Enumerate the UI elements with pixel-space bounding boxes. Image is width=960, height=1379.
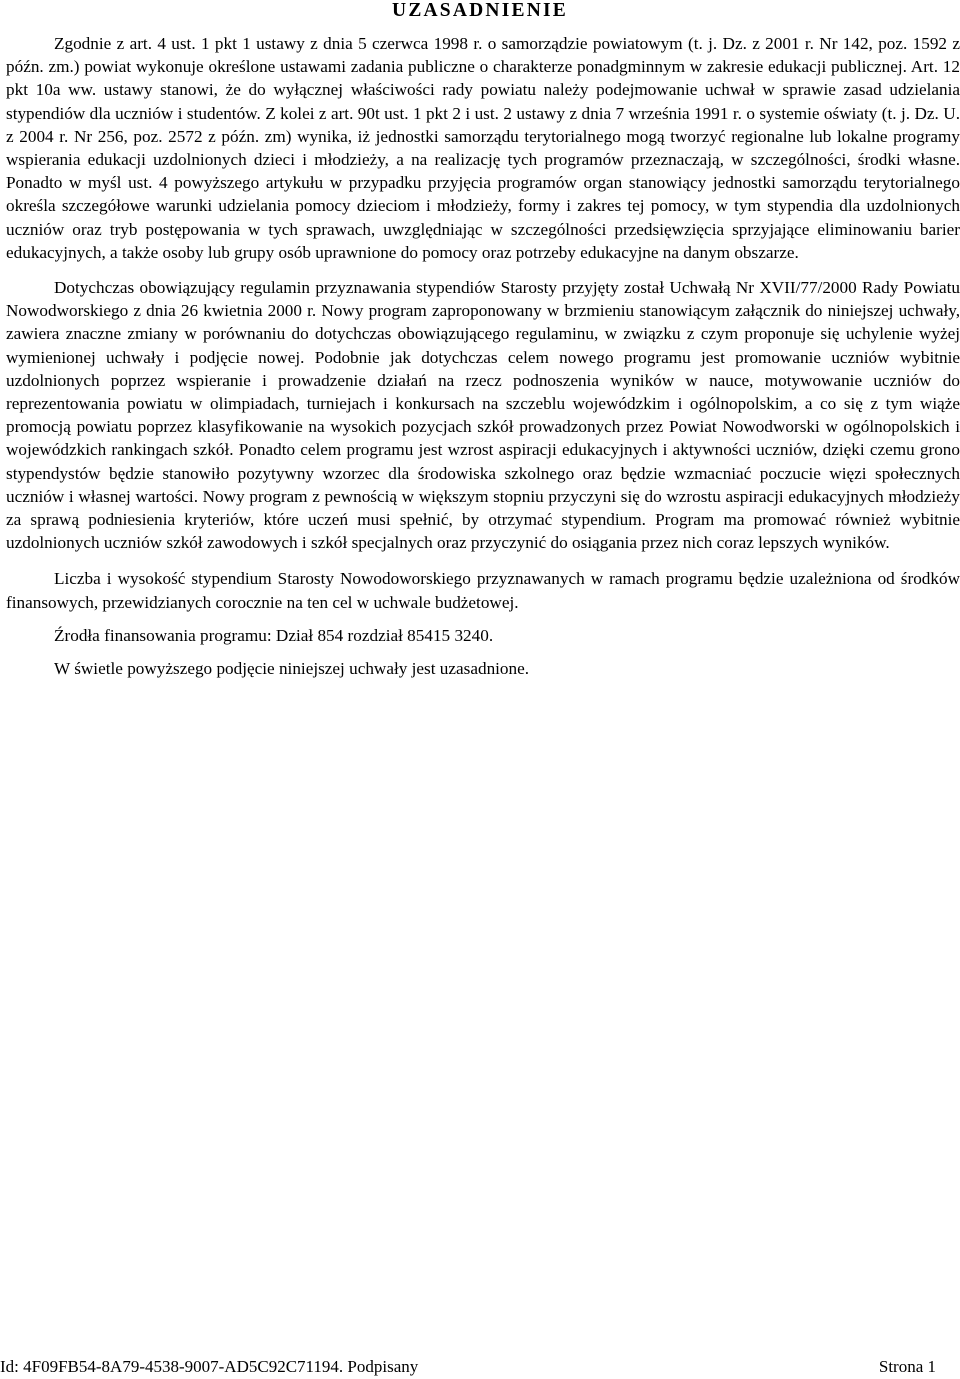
document-id: Id: 4F09FB54-8A79-4538-9007-AD5C92C71194. Podpisany bbox=[0, 1357, 419, 1376]
paragraph-funding-source: Źrodła finansowania programu: Dział 854 rozdział 85415 3240. bbox=[54, 625, 494, 645]
document-body bbox=[6, 32, 960, 680]
page-number: Strona 1 bbox=[878, 1357, 936, 1376]
paragraph-legal-basis: Zgodnie z art. 4 ust. 1 pkt 1 ustawy z dnia 5 czerwca 1998 r. o samorządzie powiatowym (t. j. Dz. z 2001 r. Nr 142, poz. 1592 z późn. zm.) powiat wykonuje określone ustawami zadania publiczne o charakterze ponadgminnym w zakresie edukacji publicznej. Art. 12 pkt 10a ww. ustawy stanowi, że do wyłącznej właściwości rady powiatu należy podejmowanie uchwał w sprawie zasad udzielania stypendiów dla uczniów i studentów. Z kolei z art. 90t ust. 1 pkt 2 i ust. 2 ustawy z dnia 7 września 1991 r. o systemie oświaty (t. j. Dz. U. z 2004 r. Nr 256, poz. 2572 z późn. zm) wynika, iż jednostki samorządu terytorialnego mogą tworzyć regionalne lub lokalne programy wspierania edukacji uzdolnionych dzieci i młodzieży, a na realizację tych programów przeznaczają, w szczególności, środki własne. Ponadto w myśl ust. 4 powyższego artykułu w przypadku przyjęcia programów organ stanowiący jednostki samorządu terytorialnego określa szczegółowe warunki udzielania pomocy dzieciom i młodzieży, formy i zakres tej pomocy, w tym stypendia dla uzdolnionych uczniów oraz tryb postępowania w tych sprawach, uwzględniając w szczególności przedsięwzięcia sprzyjające eliminowaniu barier edukacyjnych, a także osoby lub grupy osób uprawnione do pomocy oraz potrzeby edukacyjne na danym obszarze. bbox=[6, 34, 960, 262]
document-title: UZASADNIENIE bbox=[392, 0, 568, 21]
paragraph-scholarship-amount: Liczba i wysokość stypendium Starosty Nowodoworskiego przyznawanych w ramach programu będzie uzależniona od środków finansowych, przewidzianych corocznie na ten cel w uchwale budżetowej. bbox=[6, 569, 960, 612]
paragraph-program-description: Dotychczas obowiązujący regulamin przyznawania stypendiów Starosty przyjęty został Uchwałą Nr XVII/77/2000 Rady Powiatu Nowodworskiego z dnia 26 kwietnia 2000 r. Nowy program zaproponowany w brzmieniu stanowiącym załącznik do niniejszej uchwały, zawiera znaczne zmiany w porównaniu do dotychczas obowiązującego regulaminu, w związku z czym proponuje się uchylenie wyżej wymienionej uchwały i podjęcie nowej. Podobnie jak dotychczas celem nowego programu jest promowanie uczniów wybitnie uzdolnionych poprzez wspieranie i prowadzenie działań na rzecz podnoszenia wyników w nauce, motywowanie uczniów do reprezentowania powiatu w olimpiadach, turniejach i konkursach na szczeblu wojewódzkim i ogólnopolskim, a co się z tym wiąże promocją powiatu poprzez klasyfikowanie na wysokich pozycjach szkół prowadzonych przez Powiat Nowodworski w ogólnopolskich i wojewódzkich rankingach szkół. Ponadto celem programu jest wzrost aspiracji edukacyjnych i aktywności uczniów, dzięki czemu grono stypendystów będzie stanowiło pozytywny wzorzec dla środowiska szkolnego oraz będzie wzmacniać poczucie więzi społecznych uczniów i własnej wartości. Nowy program z pewnością w większym stopniu przyczyni się do wzrostu aspiracji edukacyjnych młodzieży za sprawą podniesienia kryteriów, które uczeń musi spełnić, by otrzymać stypendium. Program ma promować również wybitnie uzdolnionych uczniów szkół zawodowych i szkół specjalnych oraz przyczynić do osiągania przez nich coraz lepszych wyników. bbox=[6, 278, 960, 553]
paragraph-conclusion: W świetle powyższego podjęcie niniejszej uchwały jest uzasadnione. bbox=[54, 659, 530, 679]
